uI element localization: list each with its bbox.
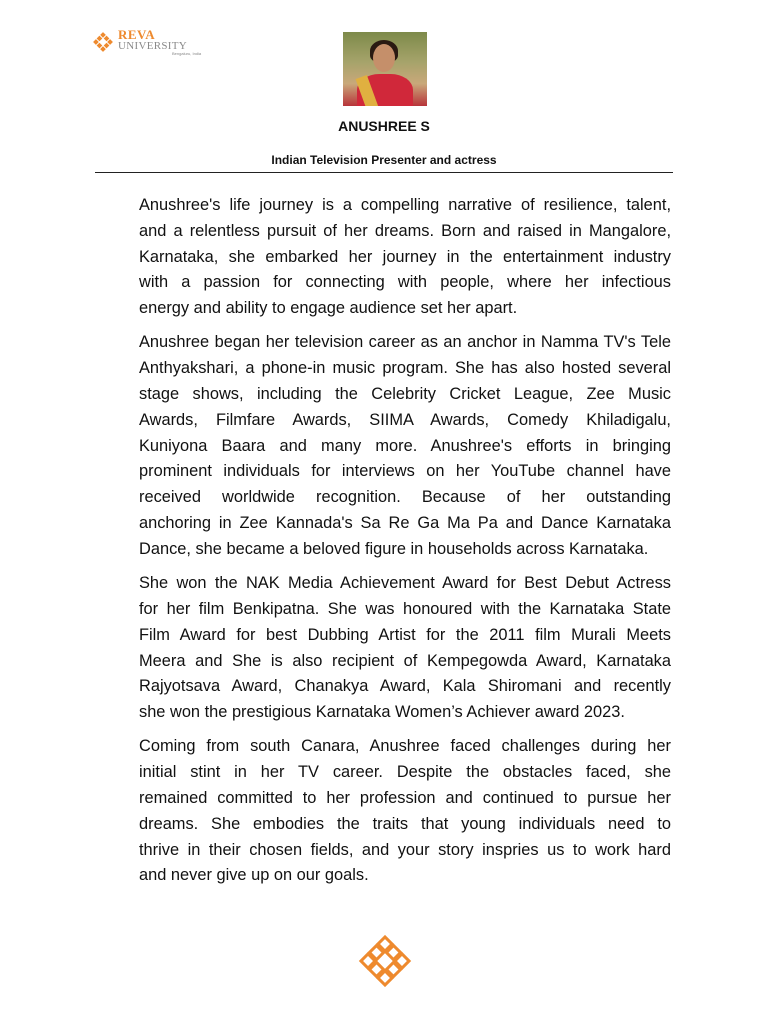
profile-photo (343, 32, 427, 106)
paragraph (139, 734, 671, 889)
logo-university-text: UNIVERSITY (118, 40, 187, 52)
text-line: Anushree began her television career as an anchor in Namma TV's Tele (139, 333, 671, 352)
text-line: received worldwide recognition. Because of her outstanding (139, 488, 671, 507)
paragraph (139, 571, 671, 726)
text-line: initial stint in her TV career. Despite the obstacles faced, she (139, 763, 671, 782)
paragraph (139, 330, 671, 562)
header-divider (95, 172, 673, 173)
text-line: Meera and She is also recipient of Kempegowda Award, Karnataka (139, 651, 671, 670)
logo-reva-text: REVA (118, 27, 156, 42)
text-line: Rajyotsava Award, Chanakya Award, Kala Shiromani and recently (139, 677, 671, 696)
text-line: Awards, Filmfare Awards, SIIMA Awards, Comedy Khiladigalu, (139, 410, 671, 429)
person-name: ANUSHREE S (338, 118, 430, 134)
footer-emblem-icon (358, 934, 412, 993)
logo-location-text: Bengaluru, India (172, 51, 202, 56)
text-line: thrive in their chosen fields, and your story inspries us to work hard (139, 840, 671, 859)
reva-university-logo (92, 28, 201, 56)
text-line: Dance, she became a beloved figure in households across Karnataka. (139, 539, 649, 558)
paragraph (139, 193, 671, 322)
text-line: for her film Benkipatna. She was honoured with the Karnataka State (139, 599, 671, 618)
text-line: Coming from south Canara, Anushree faced challenges during her (139, 737, 671, 756)
reva-emblem-icon (92, 31, 114, 53)
text-line: Film Award for best Dubbing Artist for the 2011 film Murali Meets (139, 625, 671, 644)
text-line: She won the NAK Media Achievement Award for Best Debut Actress (139, 574, 671, 593)
text-line: prominent individuals for interviews on her YouTube channel have (139, 462, 671, 481)
text-line: with a passion for connecting with people, where her infectious (139, 273, 671, 292)
text-line: Anushree's life journey is a compelling narrative of resilience, talent, (139, 196, 671, 214)
person-subtitle: Indian Television Presenter and actress (271, 153, 497, 167)
text-line: Karnataka, she embarked her journey in the entertainment industry (139, 247, 671, 266)
text-line: and a relentless pursuit of her dreams. Born and raised in Mangalore, (139, 221, 671, 240)
biography-text (139, 193, 671, 898)
text-line: and never give up on our goals. (139, 866, 369, 885)
text-line: she won the prestigious Karnataka Women’s Achiever award 2023. (139, 703, 625, 722)
text-line: energy and ability to engage audience set her apart. (139, 299, 518, 318)
text-line: stage shows, including the Celebrity Cricket League, Zee Music (139, 385, 671, 404)
text-line: dreams. She embodies the traits that young individuals need to (139, 814, 671, 833)
text-line: Kuniyona Baara and many more. Anushree's efforts in bringing (139, 436, 671, 455)
text-line: anchoring in Zee Kannada's Sa Re Ga Ma Pa and Dance Karnataka (139, 514, 671, 533)
text-line: remained committed to her profession and continued to pursue her (139, 789, 671, 808)
text-line: Anthyakshari, a phone-in music program. She has also hosted several (139, 359, 671, 378)
